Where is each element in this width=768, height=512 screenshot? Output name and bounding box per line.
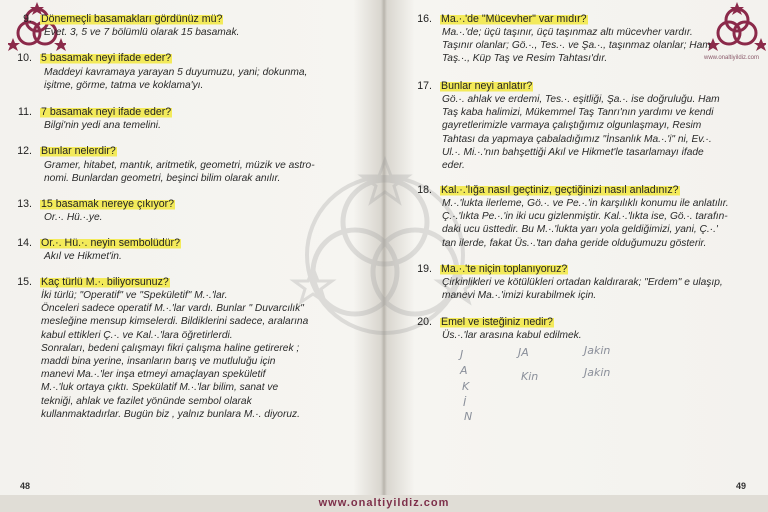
question-number: 20. — [417, 316, 432, 328]
answer-text: Akıl ve Hikmet'in. — [44, 251, 122, 262]
answer-text: Or.·. Hü.·.ye. — [44, 212, 103, 223]
question-number: 15. — [17, 276, 32, 288]
question-number: 17. — [417, 80, 432, 92]
question-number: 14. — [17, 237, 32, 249]
question-text: 5 basamak neyi ifade eder? — [41, 52, 172, 64]
handwritten-letter: N — [464, 410, 473, 423]
question-number: 13. — [17, 198, 32, 210]
question-text: Kaç türlü M.·. biliyorsunuz? — [41, 276, 169, 288]
handwritten-letter: İ — [463, 396, 467, 409]
question-number: 19. — [417, 263, 432, 275]
answer-text: M.·.'lukta ilerleme, Gö.·. ve Pe.·.'in karşılıklı konumu ile anlatılır. Ç.·.'lıkta Pe.·.'in iki ucu gizlenmiştir. Kal.·.'lıkta ise, Gö.·. tarafın- daki ucu üsttedir. Bu M.·.'lukta yarı yola geldiğimizi, yani, Ç.·.' tan ilerde, fakat Üs.·.'tan daha geride olduğumuzu gösterir. — [442, 198, 729, 249]
answer-text: İki türlü; "Operatif" ve "Spekületif" M.·.'lar. Önceleri sadece operatif M.·.'lar vardı. Bunlar " Duvarcılık" mesleğine mensup kimselerdi. Bildiklerini sadece, aralarına kabul ettikleri Ç.·. ve Kal.·.'lara öğretirlerdi. Sonraları, bedeni çalışmayı fikri çalışma haline getirerek ; maddi bina yerine, insanların barış ve mutluluğu için manevi Ma.·.'ler inşa etmeyi amaçlayan spekületif M.·.'luk ortaya çıktı. Spekülatif M.·.'lar bilim, sanat ve tekniği, ahlak ve fazilet yönünde sembol olarak kullanmaktadırlar. Bugün biz , yalnız bunlara M.·. diyoruz. — [41, 290, 309, 420]
page-number: 48 — [20, 481, 31, 491]
answer-text: Bilgi'nin yedi ana temelini. — [44, 120, 161, 131]
page-number: 49 — [736, 481, 747, 491]
question-text: Ma.·.'te niçin toplanıyoruz? — [441, 263, 568, 275]
handwritten-letter: J — [460, 348, 464, 361]
question-number: 9. — [23, 13, 32, 25]
handwritten-letter: A — [460, 364, 468, 377]
handwritten-word: Jakin — [584, 344, 611, 357]
handwritten-word: Jakin — [584, 366, 611, 379]
question-number: 11. — [18, 106, 32, 118]
answer-text: Evet. 3, 5 ve 7 bölümlü olarak 15 basamak. — [44, 27, 240, 38]
handwritten-letter: K — [462, 380, 470, 393]
handwritten-word: JA — [518, 346, 529, 359]
question-text: Bunlar neyi anlatır? — [441, 80, 533, 92]
question-text: Ma.·.'de "Mücevher" var mıdır? — [441, 13, 587, 25]
answer-text: Ma.·.'de; üçü taşınır, üçü taşınmaz altı mücevher vardır. Taşınır olanlar; Gö.·., Tes.·. ve Şa.·., taşınmaz olanlar; Ham Taş.·., Küp Taş ve Resim Tahtası'dır. — [442, 27, 711, 65]
footer-url: www.onaltiyildiz.com — [0, 495, 768, 512]
question-text: Or.·. Hü.·. neyin sembolüdür? — [41, 237, 180, 249]
triple-moon-logo-icon — [708, 2, 766, 52]
question-text: Kal.·.'lığa nasıl geçtiniz, geçtiğinizi nasıl anladınız? — [441, 184, 679, 196]
question-text: Emel ve isteğiniz nedir? — [441, 316, 553, 328]
left-page — [0, 0, 384, 495]
answer-text: Gö.·. ahlak ve erdemi, Tes.·. eşitliği, Şa.·. ise doğruluğu. Ham Taş kaba halimizi, Mükemmel Taş Tanrı'nın yardımı ve kendi gayretlerimizle varmaya çalıştığımız olgunlaşmayı, Resim Tahtası da yapmaya çabaladığımız "İnsanlık Ma.·.'i" ni, Ev.·. Ul.·. Mi.·.'nın bahşettiği Akıl ve Hikmet'le tasarlamayı ifade eder. — [442, 94, 720, 172]
question-text: 15 basamak nereye çıkıyor? — [41, 198, 175, 210]
question-number: 16. — [417, 13, 432, 25]
handwritten-word: Kin — [521, 370, 539, 383]
answer-text: Üs.·.'lar arasına kabul edilmek. — [442, 330, 582, 341]
question-text: 7 basamak neyi ifade eder? — [41, 106, 172, 118]
question-text: Dönemeçli basamakları gördünüz mü? — [41, 13, 223, 25]
question-number: 10. — [17, 52, 32, 64]
answer-text: Gramer, hitabet, mantık, aritmetik, geometri, müzik ve astro- nomi. Bunlardan geometri, beşinci bilim olarak anılır. — [44, 160, 315, 185]
question-number: 12. — [17, 145, 32, 157]
answer-text: Çirkinlikleri ve kötülükleri ortadan kaldırarak; "Erdem" e ulaşıp, manevi Ma.·.'imizi kurabilmek için. — [442, 277, 723, 302]
right-page — [386, 0, 768, 495]
logo-caption: www.onaltiyildiz.com — [704, 55, 760, 61]
answer-text: Maddeyi kavramaya yarayan 5 duyumuzu, yani; dokunma, işitme, görme, tatma ve koklama'yı. — [44, 67, 308, 92]
question-number: 18. — [417, 184, 432, 196]
question-text: Bunlar nelerdir? — [41, 145, 116, 157]
